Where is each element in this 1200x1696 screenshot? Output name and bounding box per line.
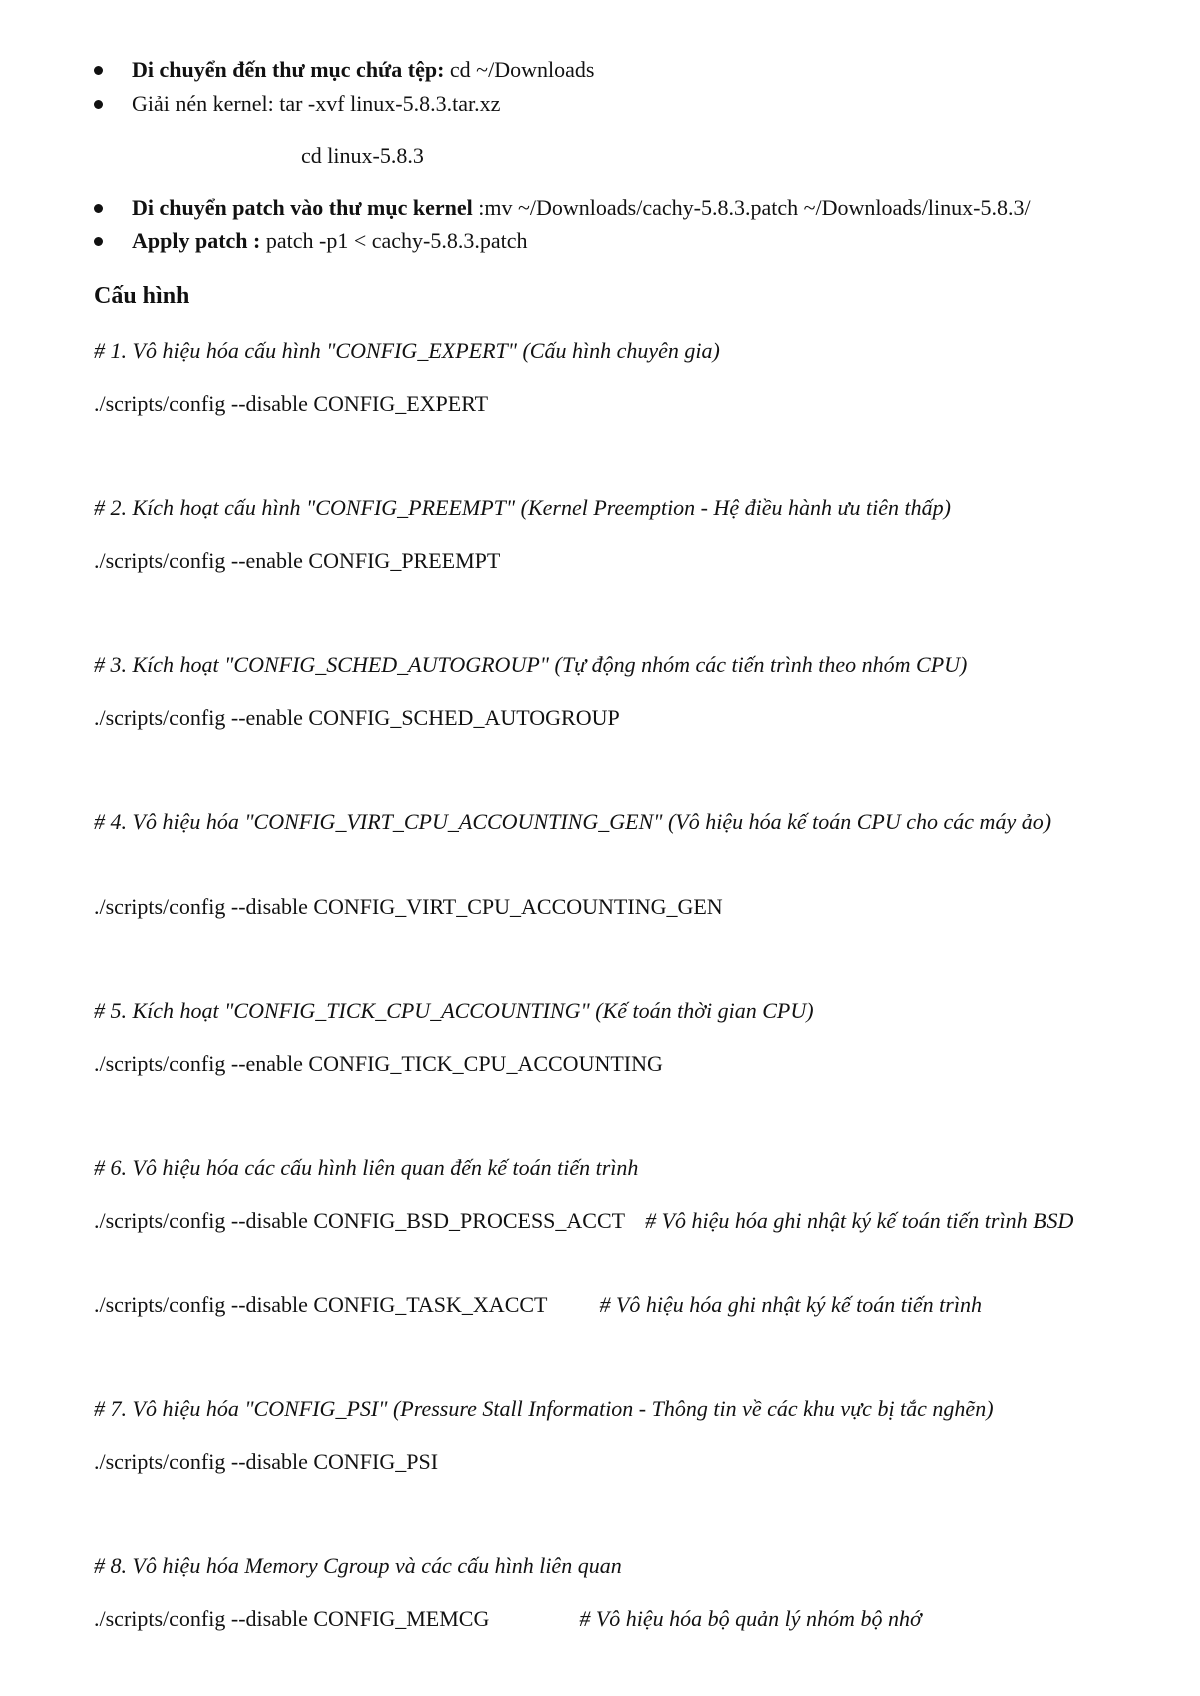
step-label: Di chuyển patch vào thư mục kernel — [132, 195, 473, 220]
step-label: Di chuyển đến thư mục chứa tệp: — [132, 57, 445, 82]
config-command-row — [94, 1290, 982, 1320]
section-title: Cấu hình — [94, 283, 190, 309]
step-command: Giải nén kernel: tar -xvf linux-5.8.3.tar.xz — [132, 91, 501, 116]
step-command: patch -p1 < cachy-5.8.3.patch — [260, 228, 528, 253]
step-command: :mv ~/Downloads/cachy-5.8.3.patch ~/Downloads/linux-5.8.3/ — [472, 195, 1031, 220]
config-command: ./scripts/config --disable CONFIG_EXPERT — [94, 391, 489, 416]
config-comment: # 8. Vô hiệu hóa Memory Cgroup và các cấu hình liên quan — [94, 1553, 622, 1578]
inline-comment: # Vô hiệu hóa ghi nhật ký kế toán tiến trình — [599, 1292, 982, 1317]
config-command-row — [94, 1206, 1124, 1236]
config-command: ./scripts/config --enable CONFIG_TICK_CPU_ACCOUNTING — [94, 1051, 663, 1076]
config-comment: # 4. Vô hiệu hóa "CONFIG_VIRT_CPU_ACCOUNTING_GEN" (Vô hiệu hóa kế toán CPU cho các máy ảo) — [94, 809, 1052, 834]
config-command: ./scripts/config --enable CONFIG_SCHED_AUTOGROUP — [94, 705, 620, 730]
step-label: Apply patch : — [132, 228, 261, 253]
bullet-icon — [94, 66, 103, 75]
config-command: ./scripts/config --disable CONFIG_BSD_PROCESS_ACCT — [94, 1208, 626, 1233]
config-command: ./scripts/config --enable CONFIG_PREEMPT — [94, 548, 501, 573]
config-comment: # 6. Vô hiệu hóa các cấu hình liên quan đến kế toán tiến trình — [94, 1155, 639, 1180]
inline-comment: # Vô hiệu hóa ghi nhật ký kế toán tiến trình BSD — [645, 1208, 1074, 1233]
config-comment: # 2. Kích hoạt cấu hình "CONFIG_PREEMPT" (Kernel Preemption - Hệ điều hành ưu tiên thấp) — [94, 495, 951, 520]
step-command: cd linux-5.8.3 — [301, 143, 424, 168]
config-command-row — [94, 1604, 922, 1634]
config-comment: # 5. Kích hoạt "CONFIG_TICK_CPU_ACCOUNTING" (Kế toán thời gian CPU) — [94, 998, 814, 1023]
config-comment: # 3. Kích hoạt "CONFIG_SCHED_AUTOGROUP" (Tự động nhóm các tiến trình theo nhóm CPU) — [94, 652, 968, 677]
bullet-icon — [94, 237, 103, 246]
config-comment: # 7. Vô hiệu hóa "CONFIG_PSI" (Pressure Stall Information - Thông tin về các khu vực bị tắc nghẽn) — [94, 1396, 994, 1421]
config-comment: # 1. Vô hiệu hóa cấu hình "CONFIG_EXPERT" (Cấu hình chuyên gia) — [94, 338, 720, 363]
inline-comment: # Vô hiệu hóa bộ quản lý nhóm bộ nhớ — [579, 1606, 922, 1631]
bullet-icon — [94, 204, 103, 213]
step-command: cd ~/Downloads — [444, 57, 595, 82]
config-command: ./scripts/config --disable CONFIG_PSI — [94, 1449, 439, 1474]
config-command: ./scripts/config --disable CONFIG_TASK_XACCT — [94, 1292, 548, 1317]
config-command: ./scripts/config --disable CONFIG_VIRT_CPU_ACCOUNTING_GEN — [94, 894, 723, 919]
config-command: ./scripts/config --disable CONFIG_MEMCG — [94, 1606, 490, 1631]
bullet-icon — [94, 100, 103, 109]
